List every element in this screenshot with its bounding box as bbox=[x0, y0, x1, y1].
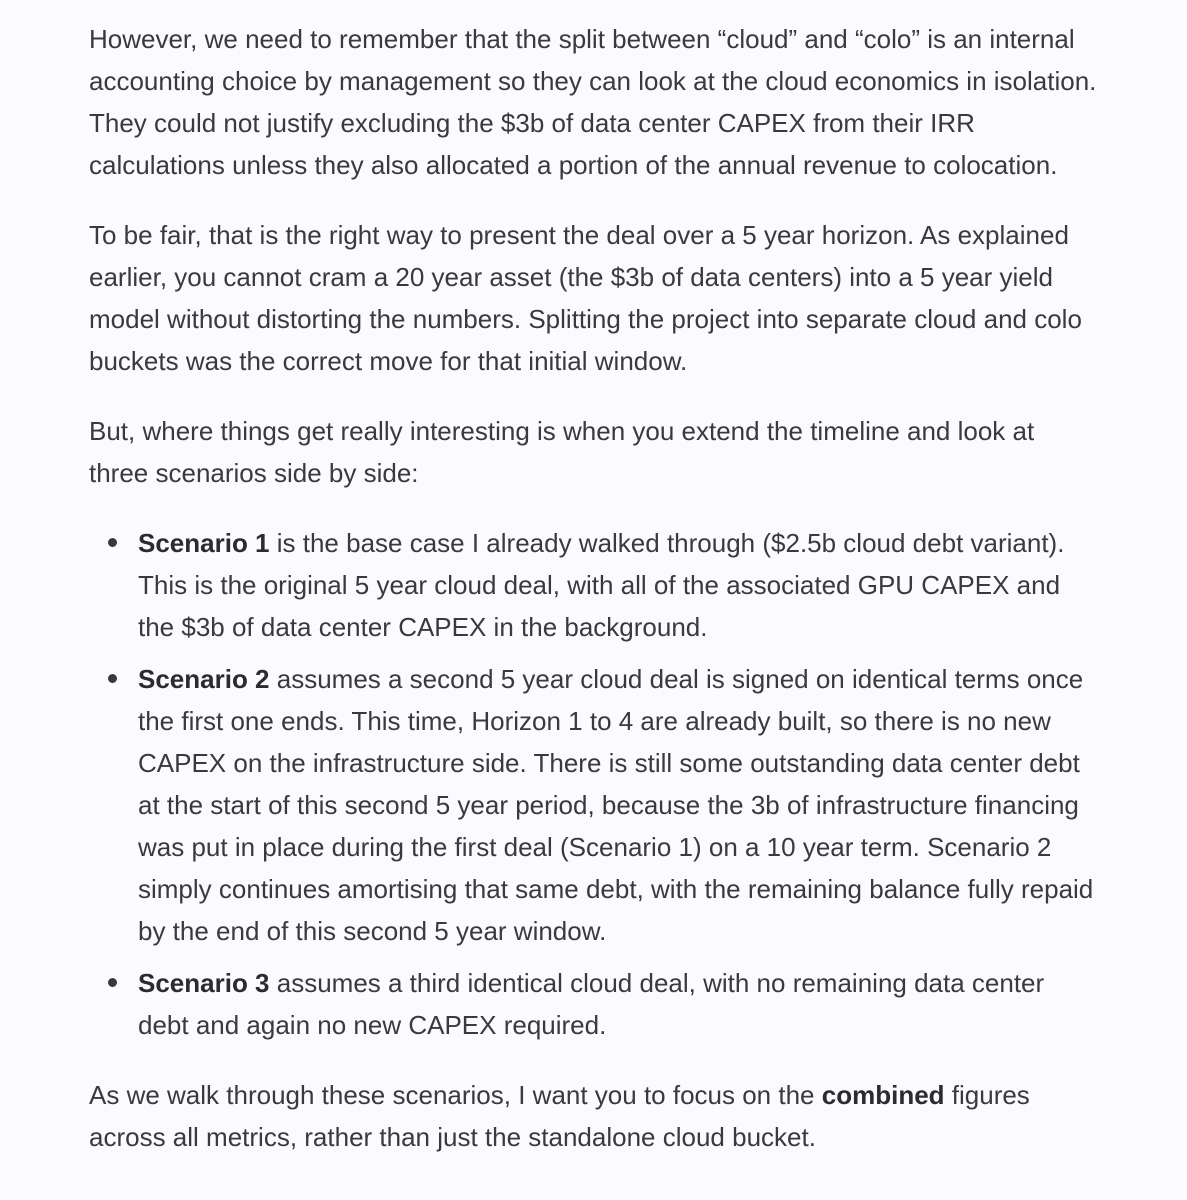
scenario-text: is the base case I already walked through ($2.5b cloud debt variant). This is the original 5 year cloud deal, with all of the associated GPU CAPEX and the $3b of data center CAPEX in the background. bbox=[138, 528, 1065, 642]
bullet-icon bbox=[108, 978, 117, 987]
scenario-label: Scenario 1 bbox=[138, 528, 270, 558]
paragraph-scenarios-intro: But, where things get really interesting is when you extend the timeline and look at three scenarios side by side: bbox=[89, 416, 1035, 488]
list-item-scenario-1 bbox=[89, 522, 1099, 648]
scenario-label: Scenario 3 bbox=[138, 968, 270, 998]
paragraph-colo-split: However, we need to remember that the split between “cloud” and “colo” is an internal accounting choice by management so they can look at the cloud economics in isolation. They could not justify excluding the $3b of data center CAPEX from their IRR calculations unless they also allocated a portion of the annual revenue to colocation. bbox=[89, 24, 1097, 180]
paragraph-closing bbox=[89, 1074, 1099, 1158]
bullet-icon bbox=[108, 674, 117, 683]
paragraph-five-year-horizon: To be fair, that is the right way to present the deal over a 5 year horizon. As explained earlier, you cannot cram a 20 year asset (the $3b of data centers) into a 5 year yield model without distorting the numbers. Splitting the project into separate cloud and colo buckets was the correct move for that initial window. bbox=[89, 220, 1082, 376]
closing-text-before: As we walk through these scenarios, I want you to focus on the bbox=[89, 1080, 822, 1110]
closing-text-after: figures across all metrics, rather than just the standalone cloud bucket. bbox=[89, 1080, 1030, 1152]
scenario-list bbox=[89, 522, 1099, 1046]
closing-emphasis: combined bbox=[821, 1080, 945, 1110]
list-item-scenario-2 bbox=[89, 658, 1099, 952]
article-body bbox=[89, 18, 1099, 1186]
scenario-label: Scenario 2 bbox=[138, 664, 270, 694]
list-item-scenario-3 bbox=[89, 962, 1099, 1046]
scenario-text: assumes a third identical cloud deal, with no remaining data center debt and again no new CAPEX required. bbox=[138, 968, 1045, 1040]
scenario-text: assumes a second 5 year cloud deal is signed on identical terms once the first one ends. This time, Horizon 1 to 4 are already built, so there is no new CAPEX on the infrastructure side. There is still some outstanding data center debt at the start of this second 5 year period, because the 3b of infrastructure financing was put in place during the first deal (Scenario 1) on a 10 year term. Scenario 2 simply continues amortising that same debt, with the remaining balance fully repaid by the end of this second 5 year window. bbox=[138, 664, 1094, 946]
bullet-icon bbox=[108, 538, 117, 547]
